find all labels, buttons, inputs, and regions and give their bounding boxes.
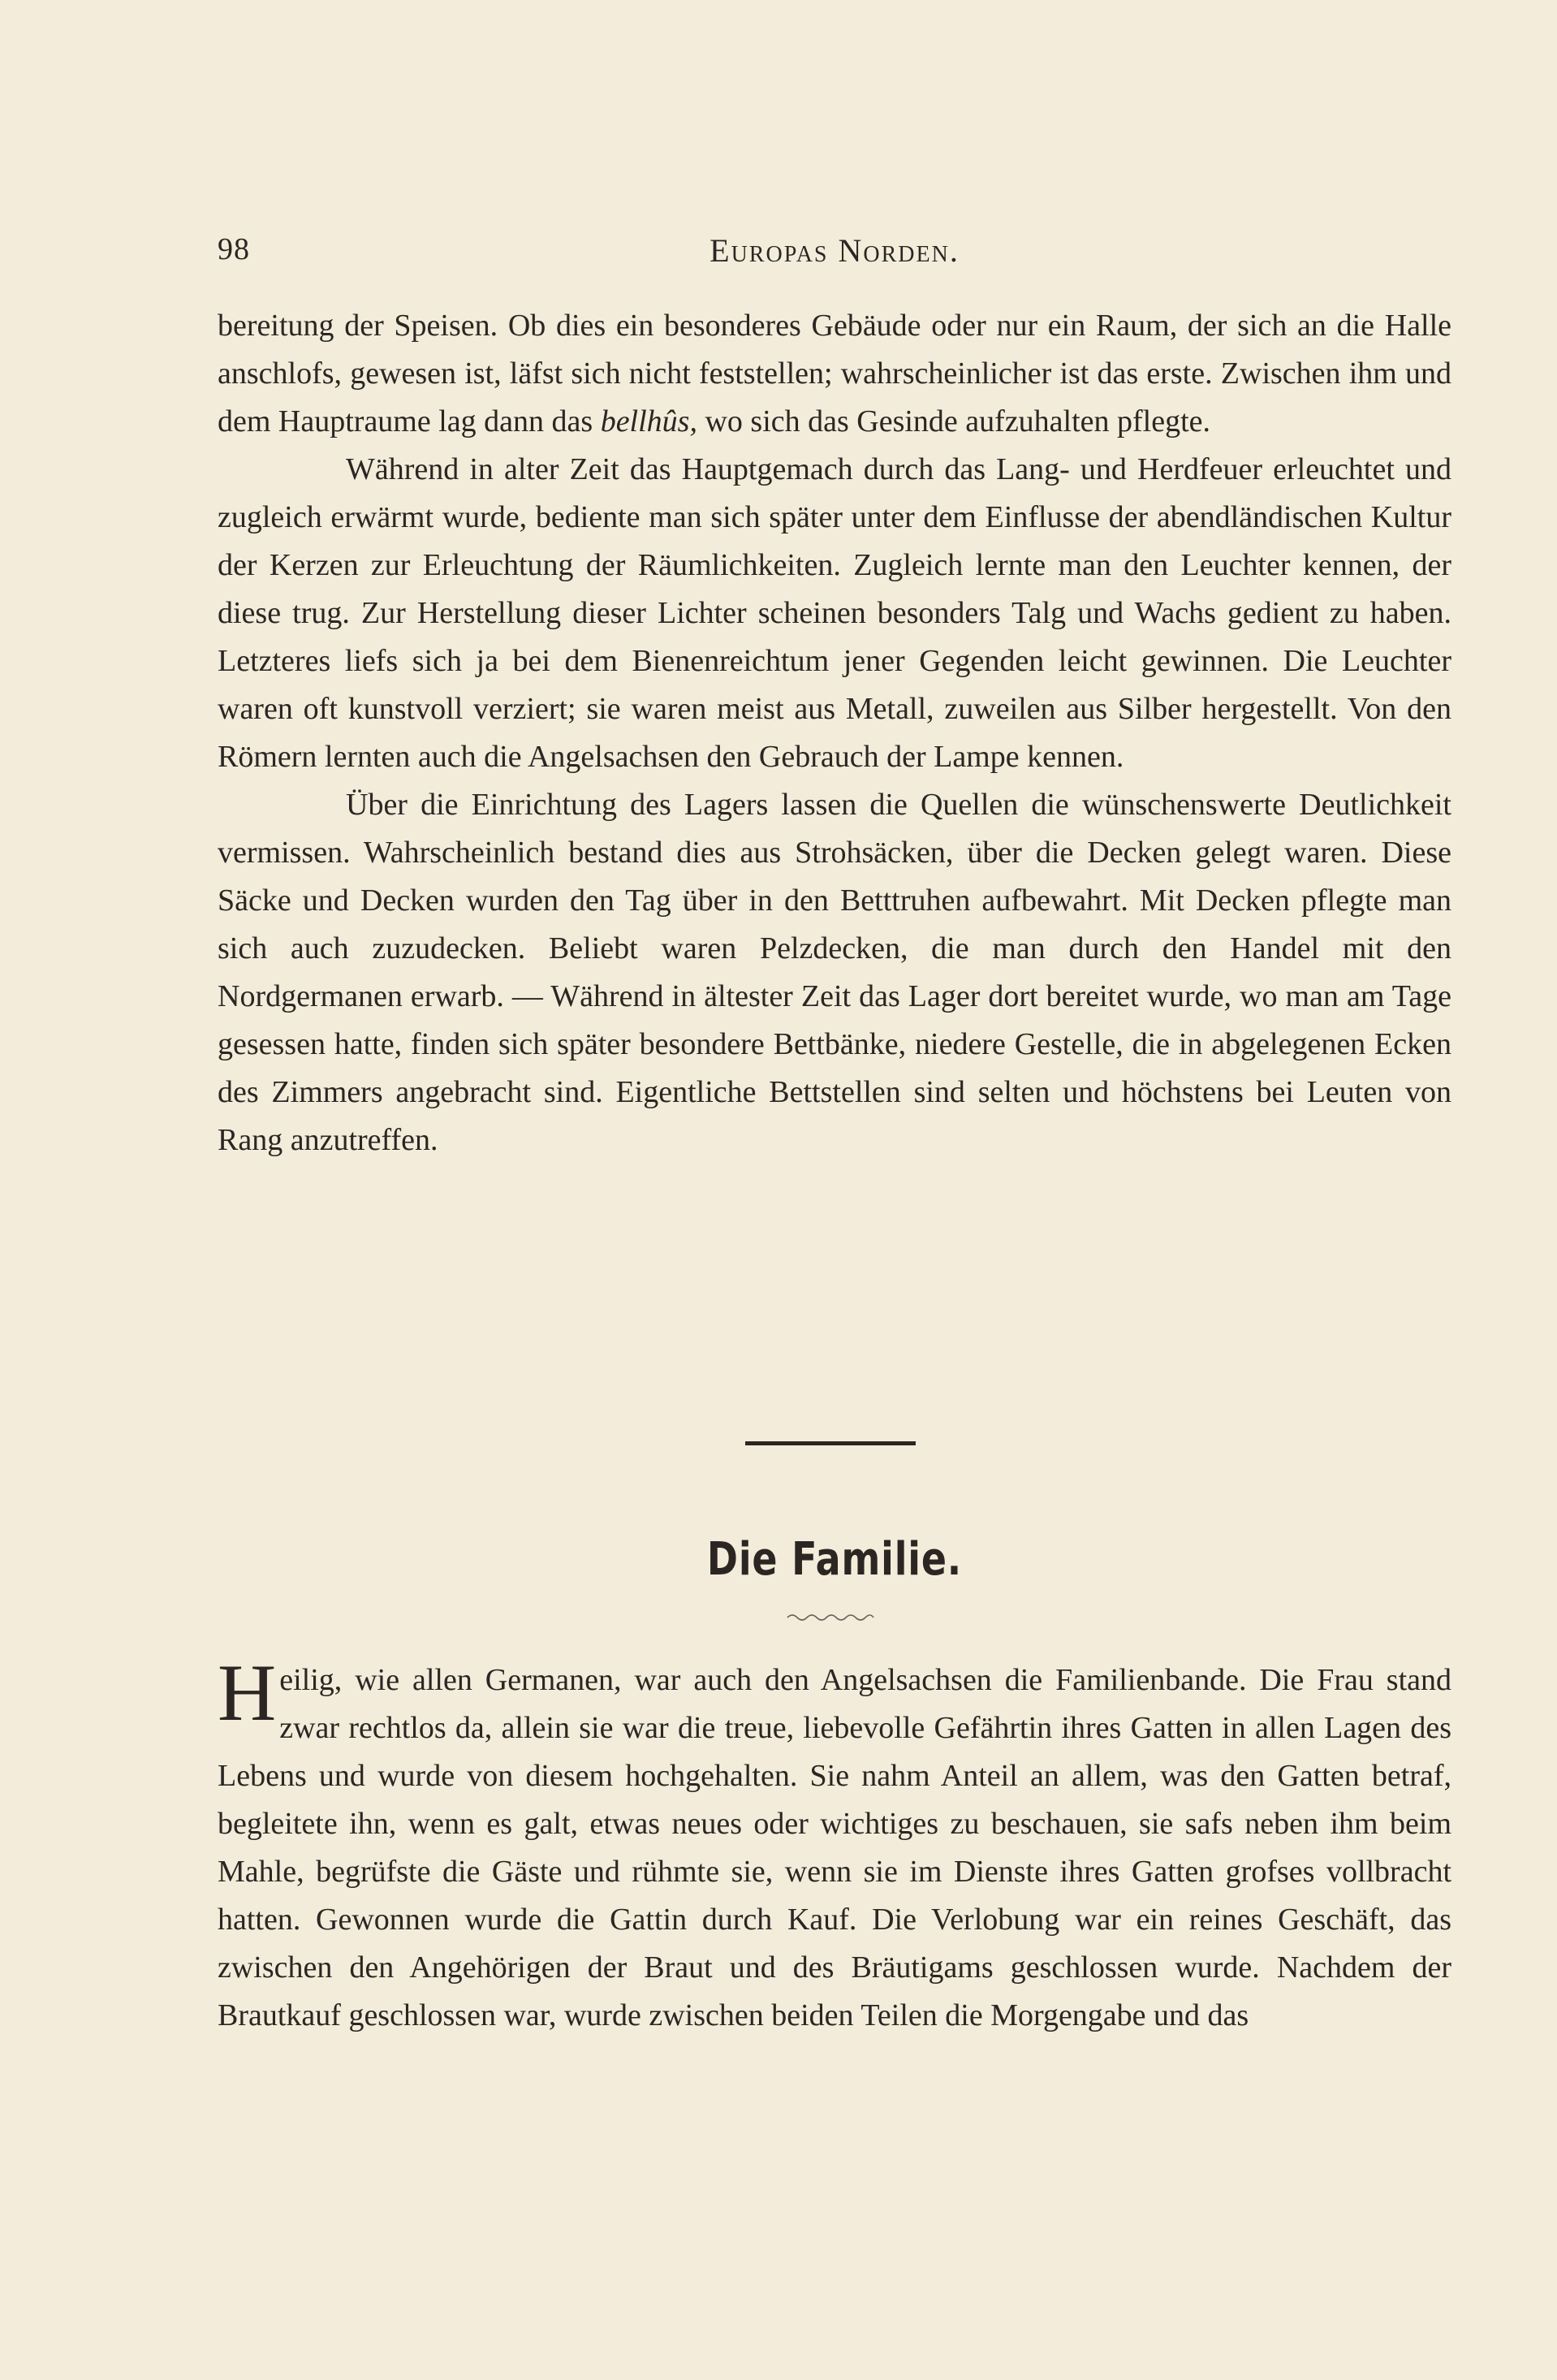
page-number: 98 [218, 232, 250, 266]
drop-cap: H [218, 1648, 277, 1738]
section-family-text [218, 1648, 1451, 2040]
running-head [218, 231, 1451, 272]
section-title: Die Familie. [706, 1533, 963, 1586]
paragraph-1 [218, 302, 1451, 446]
family-paragraph [218, 1648, 1451, 2040]
section-divider [745, 1441, 916, 1445]
paragraph-1-end: wo sich das Gesinde aufzuhalten pflegte. [697, 404, 1211, 438]
paragraph-3: Über die Einrichtung des Lagers lassen die Quellen die wünschenswerte Deutlichkeit vermissen. Wahrscheinlich bestand dies aus Strohsäcken, über die Decken gelegt waren. Diese Säcke und Decken wurden den Tag über in den Betttruhen aufbewahrt. Mit Decken pflegte man sich auch zuzudecken. Beliebt waren Pelzdecken, die man durch den Handel mit den Nordgermanen erwarb. — Während in ältester Zeit das Lager dort bereitet wurde, wo man am Tage gesessen hatte, finden sich später besondere Bettbänke, niedere Gestelle, die in abgelegenen Ecken des Zimmers angebracht sind. Eigentliche Bettstellen sind selten und höchstens bei Leuten von Rang anzutreffen. [218, 788, 1451, 1157]
italic-term: bellhûs, [600, 404, 697, 438]
paragraph-1-start: bereitung der Speisen. Ob dies ein besonderes Gebäude oder nur ein Raum, der sich an die Halle anschlofs, gewesen ist, läfst sich nicht feststellen; wahrscheinlicher ist das erste. Zwischen ihm und dem Hauptraume lag dann das [218, 309, 1451, 438]
wavy-ornament-icon [786, 1612, 875, 1623]
family-paragraph-text: eilig, wie allen Germanen, war auch den Angelsachsen die Familienbande. Die Frau stand zwar rechtlos da, allein sie war die treue, liebevolle Gefährtin ihres Gatten in allen Lagen des Lebens und wurde von diesem hochgehalten. Sie nahm Anteil an allem, was den Gatten betraf, begleitete ihn, wenn es galt, etwas neues oder wichtiges zu beschauen, sie safs neben ihm beim Mahle, begrüfste die Gäste und rühmte sie, wenn sie im Dienste ihres Gatten grofses vollbracht hatten. Gewonnen wurde die Gattin durch Kauf. Die Verlobung war ein reines Geschäft, das zwischen den Angehörigen der Braut und des Bräutigams geschlossen wurde. Nachdem der Brautkauf geschlossen war, wurde zwischen beiden Teilen die Morgengabe und das [218, 1663, 1451, 2032]
section-housing-text [218, 302, 1451, 1164]
running-title: Europas Norden. [709, 232, 960, 269]
paragraph-2: Während in alter Zeit das Hauptgemach durch das Lang- und Herdfeuer erleuchtet und zugleich erwärmt wurde, bediente man sich später unter dem Einflusse der abendländischen Kultur der Kerzen zur Erleuchtung der Räumlichkeiten. Zugleich lernte man den Leuchter kennen, der diese trug. Zur Herstellung dieser Lichter scheinen besonders Talg und Wachs gedient zu haben. Letzteres liefs sich ja bei dem Bienenreichtum jener Gegenden leicht gewinnen. Die Leuchter waren oft kunstvoll verziert; sie waren meist aus Metall, zuweilen aus Silber hergestellt. Von den Römern lernten auch die Angelsachsen den Gebrauch der Lampe kennen. [218, 452, 1451, 774]
